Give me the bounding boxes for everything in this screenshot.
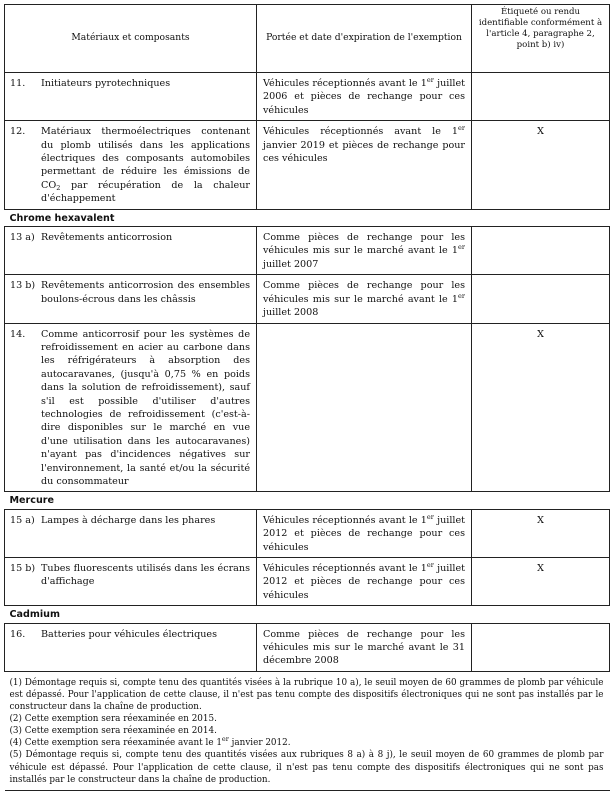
entry-material: Batteries pour véhicules électriques xyxy=(41,628,218,640)
entry-material: Matériaux thermoélectriques contenant du plomb utilisés dans les applications électriques des composants automobiles permettant de réduire les émissions de $CO_2$ par récupération de la chaleur d'échappement xyxy=(41,126,250,205)
exemption-table xyxy=(4,4,610,791)
table-row xyxy=(5,275,610,323)
section-heading: Chrome hexavalent xyxy=(5,209,610,226)
section-row xyxy=(5,492,610,509)
entry-scope: Véhicules réceptionnés avant le 1er juillet 2012 et pièces de rechange pour ces véhicules xyxy=(263,560,465,601)
section-row xyxy=(5,606,610,623)
entry-number: 16. xyxy=(10,628,26,640)
table-row xyxy=(5,73,610,121)
entry-scope: Comme pièces de rechange pour les véhicules mis sur le marché avant le 31 décembre 2008 xyxy=(263,628,465,667)
header-labelled: Étiqueté ou rendu identifiable conformément à l'article 4, paragraphe 2, point b) iv) xyxy=(472,5,610,73)
entry-material: Revêtements anticorrosion des ensembles boulons-écrous dans les châssis xyxy=(41,280,250,305)
table-header-row xyxy=(5,5,610,73)
footnote: (3) Cette exemption sera réexaminée en 2014. xyxy=(9,726,217,737)
entry-number: 11. xyxy=(10,78,26,89)
header-scope: Portée et date d'expiration de l'exemption xyxy=(257,5,472,73)
header-materials: Matériaux et composants xyxy=(5,5,257,73)
entry-number: 15 b) xyxy=(10,563,36,574)
entry-number: 12. xyxy=(10,126,26,138)
footnote: (1) Démontage requis si, compte tenu des quantités visées à la rubrique 10 a), le seuil moyen de 60 grammes de plomb par véhicule est dépassé. Pour l'application de cette clause, il n'est pas tenu compte des dispositifs électroniques qui ne sont pas installés par le constructeur dans la chaîne de production. xyxy=(9,677,604,713)
entry-mark xyxy=(472,73,609,77)
entry-mark: X xyxy=(537,563,544,574)
entry-number: 13 a) xyxy=(10,232,35,244)
entry-material: Revêtements anticorrosion xyxy=(41,232,173,244)
entry-material: Comme anticorrosif pour les systèmes de refroidissement en acier au carbone dans les réfrigérateurs à absorption des autocaravanes, (jusqu'à 0,75 % en poids dans la solution de refroidissement), sauf s'il est possible d'utiliser d'autres technologies de refroidissement (c'est-à-dire disponibles sur le marché en vue d'une utilisation dans les autocaravanes) n'ayant pas d'incidences négatives sur l'environnement, la santé et/ou la sécurité du consommateur xyxy=(41,328,250,487)
footnote: (2) Cette exemption sera réexaminée en 2015. xyxy=(9,714,217,725)
table-row xyxy=(5,558,610,606)
entry-number: 13 b) xyxy=(10,280,36,292)
entry-number: 14. xyxy=(10,328,26,340)
section-heading: Mercure xyxy=(5,492,610,509)
table-row xyxy=(5,323,610,492)
table-row xyxy=(5,227,610,275)
entry-scope: Comme pièces de rechange pour les véhicules mis sur le marché avant le 1er juillet 2008 xyxy=(263,280,465,319)
entry-mark: X xyxy=(537,328,544,340)
entry-mark: X xyxy=(537,126,544,138)
footnotes xyxy=(5,671,610,790)
entry-mark xyxy=(472,275,609,279)
entry-scope: Véhicules réceptionnés avant le 1er janvier 2019 et pièces de rechange pour ces véhicules xyxy=(263,124,465,165)
entry-mark xyxy=(472,227,609,231)
entry-material: Lampes à décharge dans les phares xyxy=(41,514,216,526)
footnote: (4) Cette exemption sera réexaminée avant le 1er janvier 2012. xyxy=(9,735,291,749)
entry-scope: Véhicules réceptionnés avant le 1er juillet 2012 et pièces de rechange pour ces véhicules xyxy=(263,512,465,553)
table-row xyxy=(5,509,610,557)
table-row xyxy=(5,121,610,209)
entry-mark xyxy=(472,624,609,628)
entry-scope xyxy=(257,324,471,331)
entry-mark: X xyxy=(537,514,544,526)
footnotes-row xyxy=(5,671,610,790)
entry-material: Tubes fluorescents utilisés dans les écrans d'affichage xyxy=(41,563,250,588)
entry-scope: Véhicules réceptionnés avant le 1er juillet 2006 et pièces de rechange pour ces véhicules xyxy=(263,75,465,116)
table-row xyxy=(5,623,610,671)
footnote: (5) Démontage requis si, compte tenu des quantités visées aux rubriques 8 a) à 8 j), le seuil moyen de 60 grammes de plomb par véhicule est dépassé. Pour l'application de cette clause, il n'est pas tenu compte des dispositifs électroniques qui ne sont pas installés par le constructeur dans la chaîne de production. xyxy=(9,750,604,785)
entry-material: Initiateurs pyrotechniques xyxy=(41,78,171,89)
section-row xyxy=(5,209,610,226)
entry-number: 15 a) xyxy=(10,514,35,526)
section-heading: Cadmium xyxy=(5,606,610,623)
entry-scope: Comme pièces de rechange pour les véhicules mis sur le marché avant le 1er juillet 2007 xyxy=(263,232,465,270)
